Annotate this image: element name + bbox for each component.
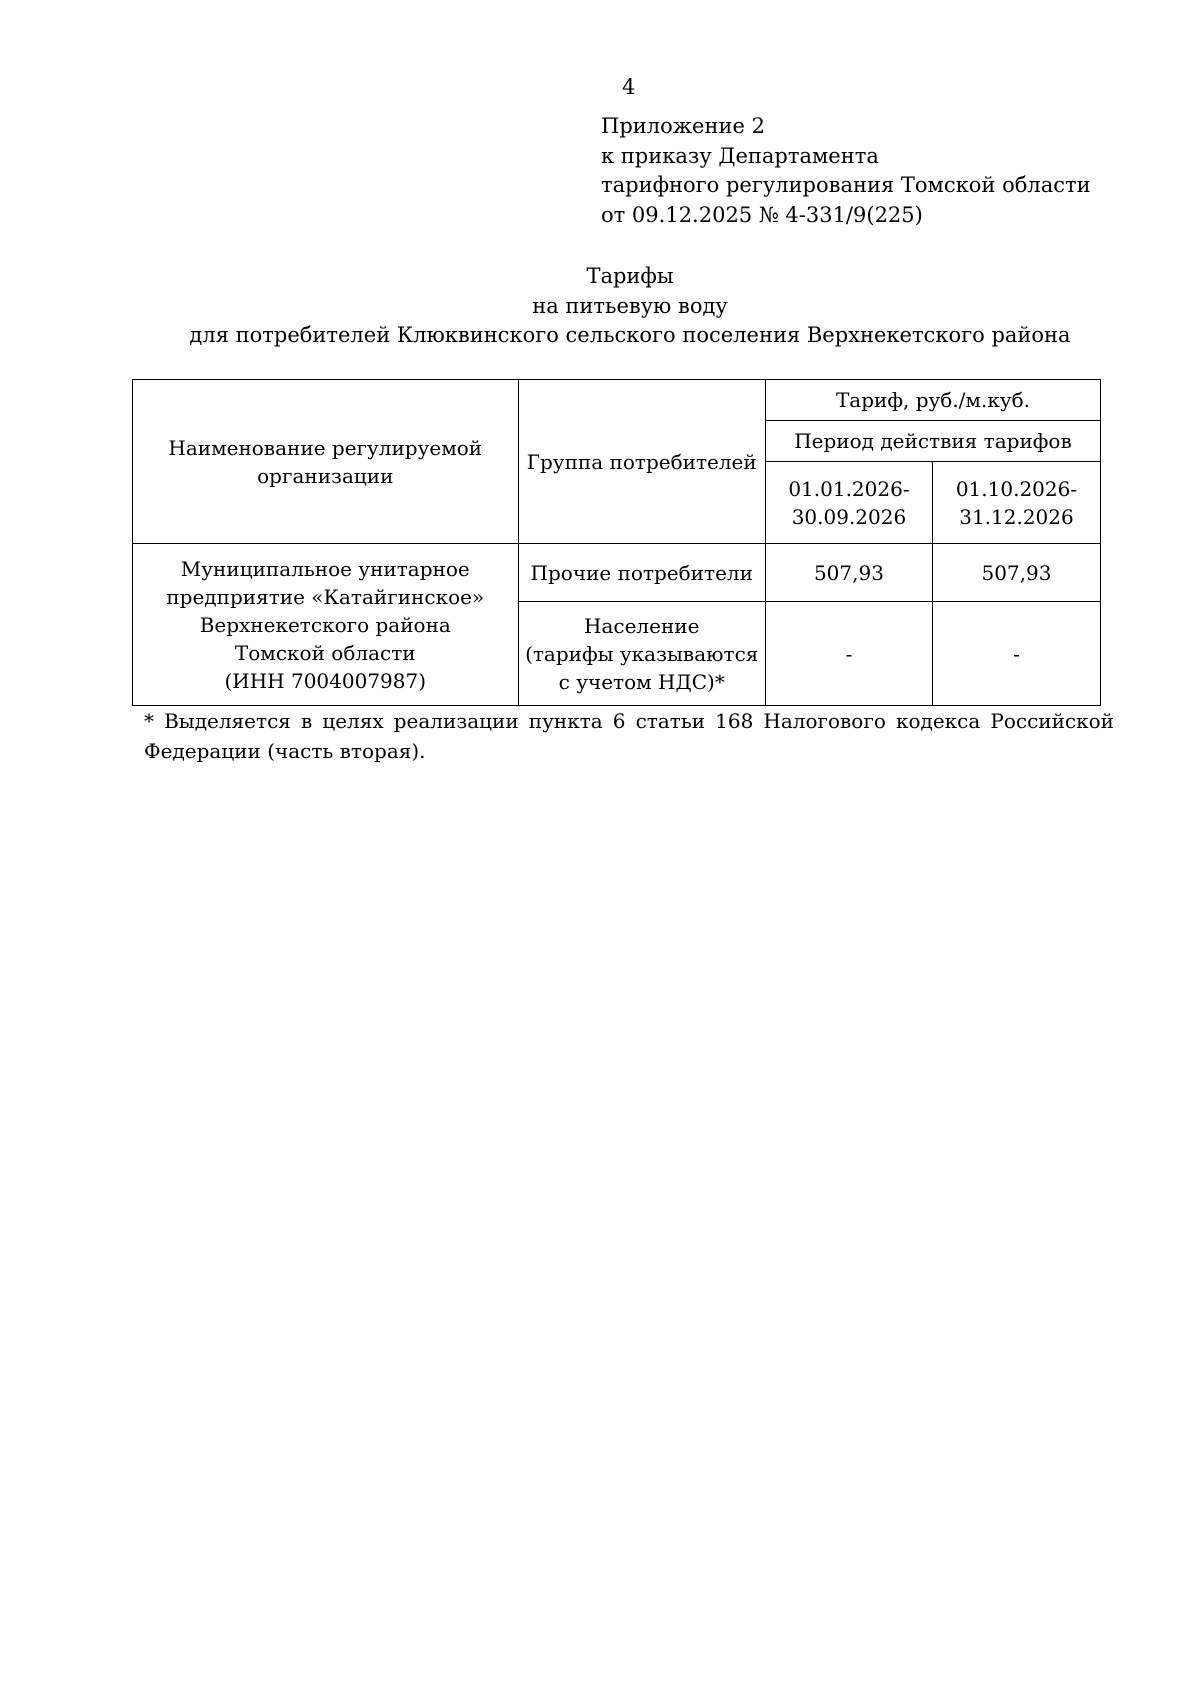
footnote: * Выделяется в целях реализации пункта 6 статьи 168 Налогового кодекса Российской Федерации (часть вторая).	[144, 709, 1114, 763]
tariff-value-cell: -	[932, 602, 1100, 706]
table-row	[133, 544, 1101, 602]
appendix-line: от 09.12.2025 № 4-331/9(225)	[601, 202, 923, 227]
appendix-line: Приложение 2	[601, 114, 765, 138]
consumer-group-cell: Население (тарифы указываются с учетом НДС)*	[518, 602, 765, 706]
page-number: 4	[622, 75, 636, 99]
document-subtitle: на питьевую воду	[532, 293, 728, 318]
tariff-value-cell: 507,93	[932, 544, 1100, 602]
header-consumer-group: Группа потребителей	[518, 380, 765, 544]
tariff-value-cell: 507,93	[765, 544, 932, 602]
consumer-group-cell: Прочие потребители	[518, 544, 765, 602]
header-period-1: 01.01.2026- 30.09.2026	[765, 462, 932, 544]
document-title: Тарифы	[586, 264, 674, 288]
header-period: Период действия тарифов	[765, 421, 1100, 462]
document-heading	[0, 262, 1200, 351]
tariff-value-cell: -	[765, 602, 932, 706]
appendix-line: тарифного регулирования Томской области	[601, 173, 1091, 197]
appendix-line: к приказу Департамента	[601, 143, 879, 168]
header-organization: Наименование регулируемой организации	[133, 380, 519, 544]
header-period-2: 01.10.2026- 31.12.2026	[932, 462, 1100, 544]
appendix-block	[601, 112, 1091, 230]
document-subtitle: для потребителей Клюквинского сельского поселения Верхнекетского района	[189, 323, 1071, 347]
tariff-table	[132, 379, 1101, 706]
header-tariff-unit: Тариф, руб./м.куб.	[765, 380, 1100, 421]
table-header-row	[133, 380, 1101, 421]
organization-cell: Муниципальное унитарное предприятие «Катайгинское» Верхнекетского района Томской области (ИНН 7004007987)	[133, 544, 519, 706]
